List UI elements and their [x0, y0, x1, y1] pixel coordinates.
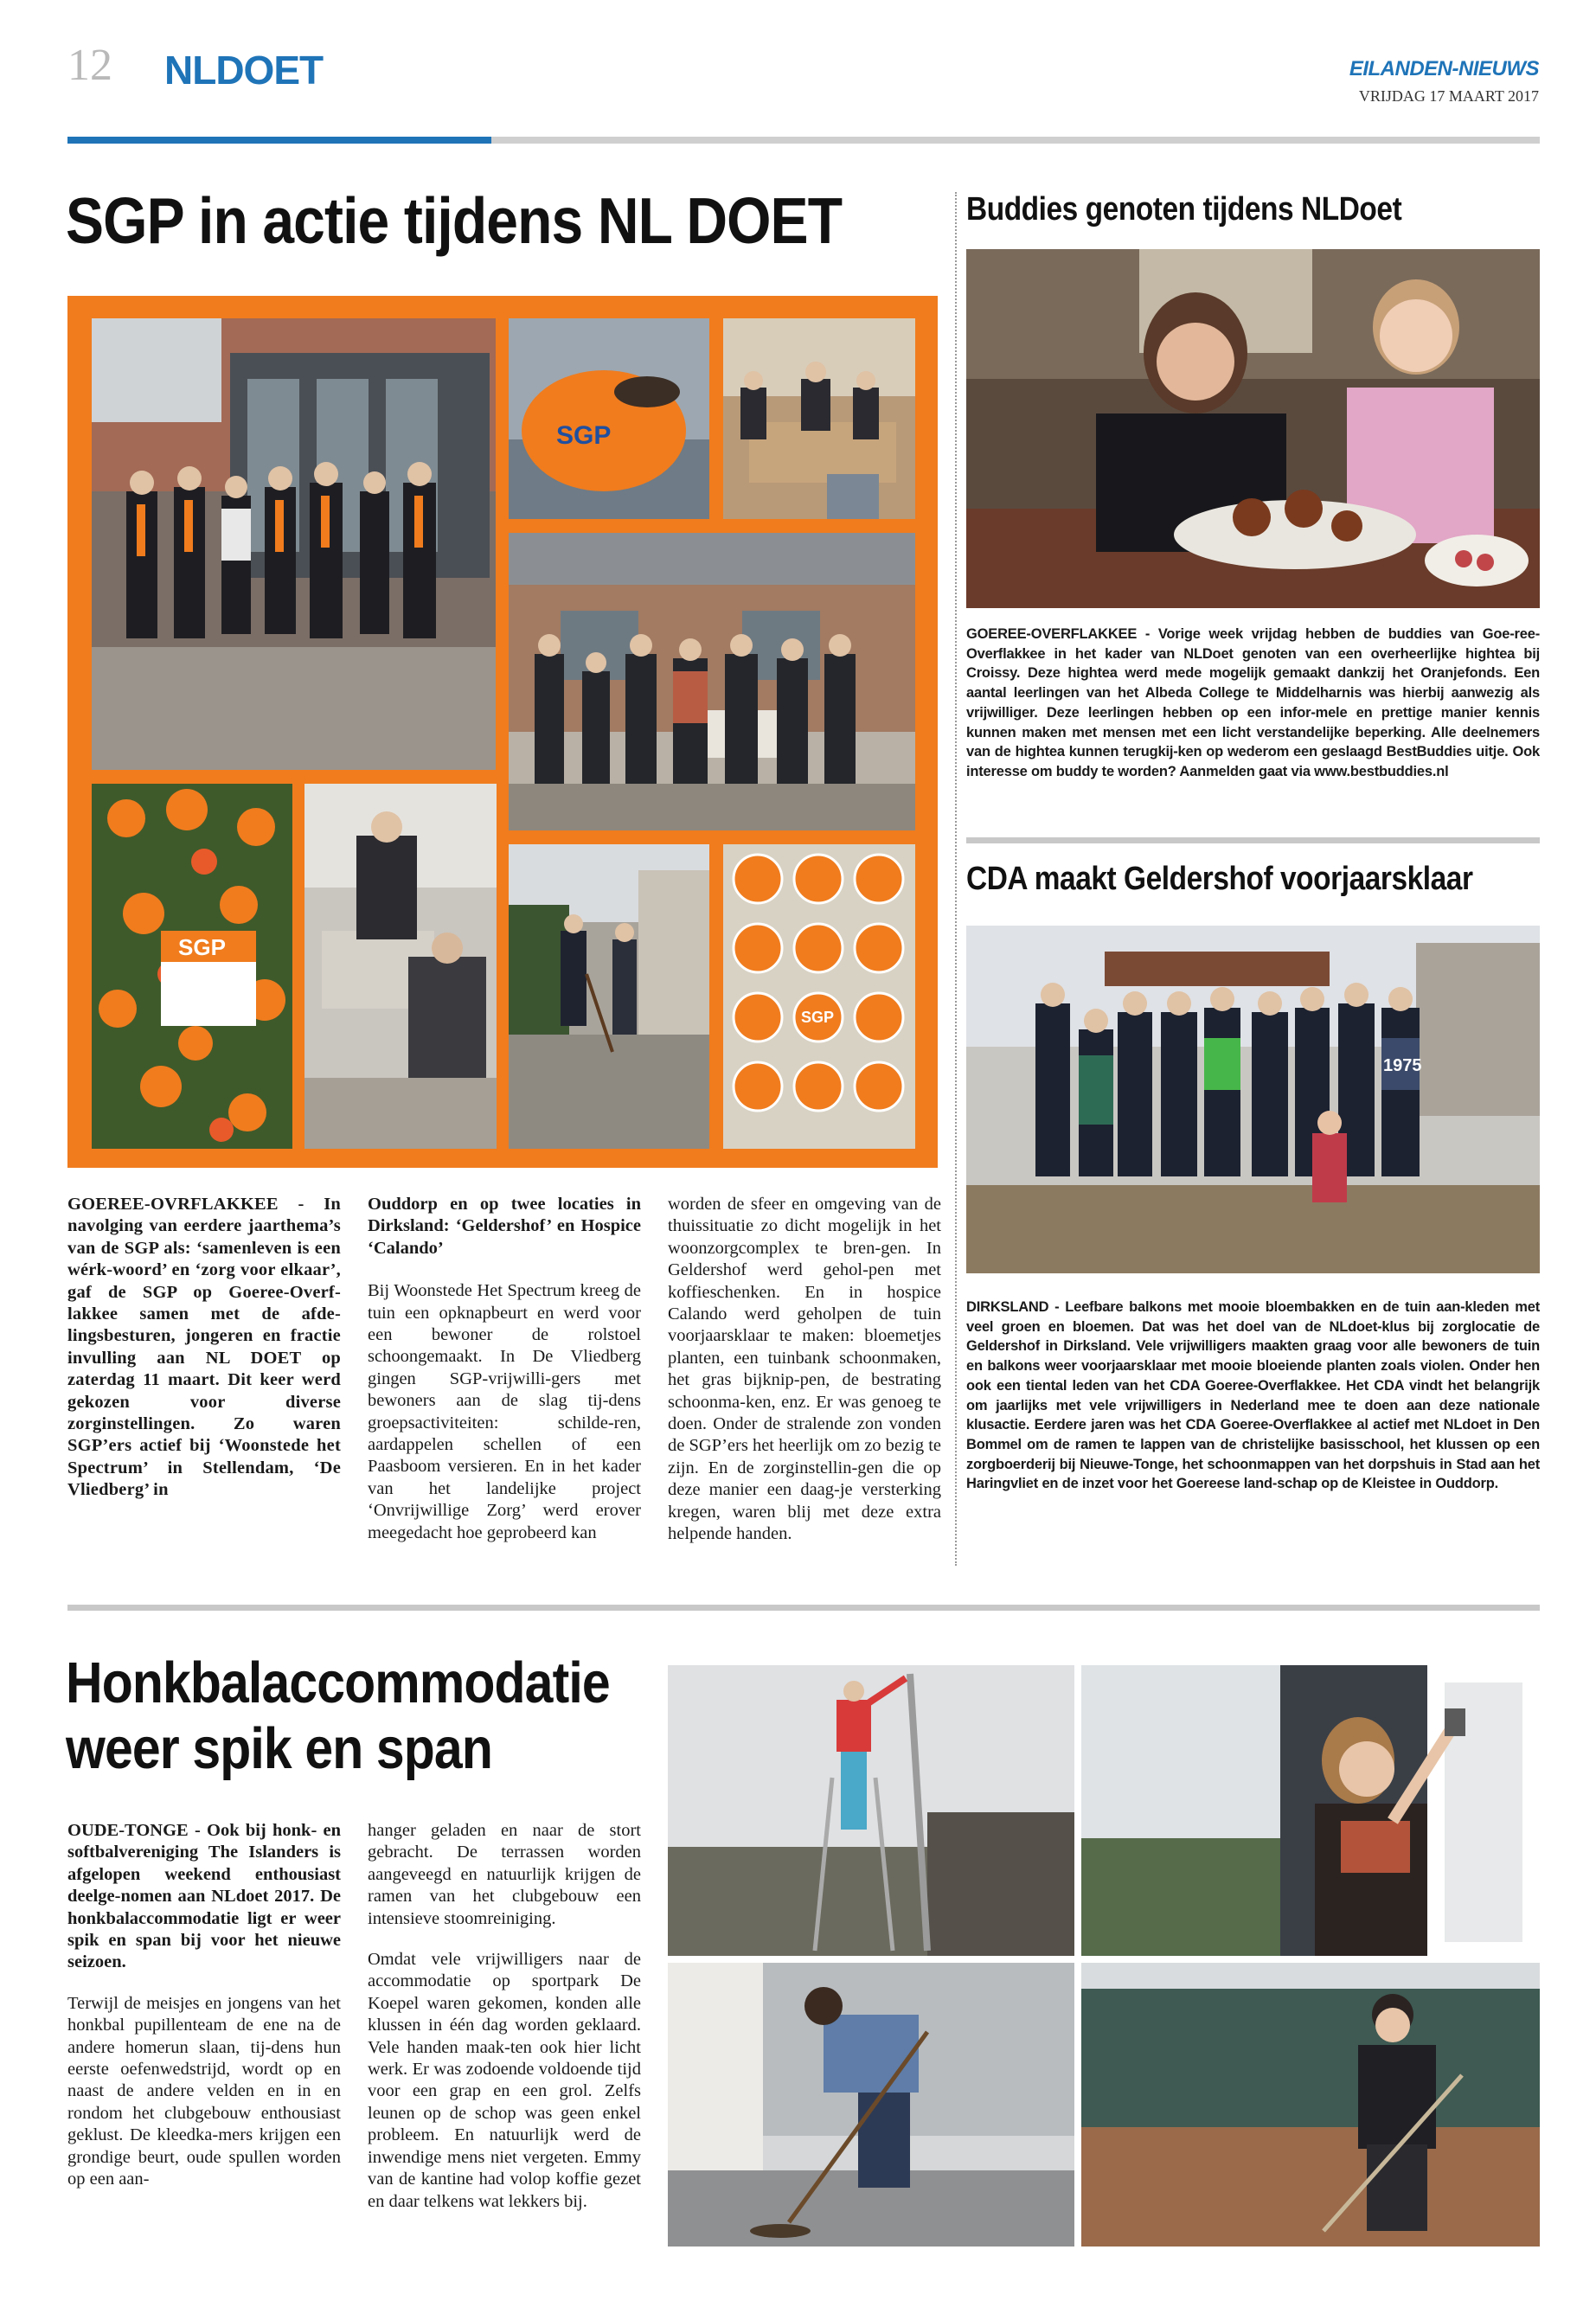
main-article-col2-lead: Ouddorp en op twee locaties in Dirksland: ‘Geldershof’ en Hospice ‘Calando’ [368, 1195, 641, 1258]
honkbal-headline-line1: Honkbalaccommodatie [66, 1650, 610, 1715]
photo-orange-clog [509, 318, 709, 519]
buddies-body: GOEREE-OVERFLAKKEE - Vorige week vrijdag hebben de buddies van Goe-ree-Overflakkee in het kader van NLDoet genoten van een overheerlijke hightea bij Croissy. Deze hightea werd mede mogelijk gemaakt dankzij het Oranjefonds. Een aantal leerlingen van het Albeda College te Middelharnis was hierbij aanwezig als vrijwilliger. Deze leerlingen hebben op een infor-mele en prettige manier kennis kunnen maken met mensen met een licht verstandelijke beperking. Alle deelnemers van de hightea kunnen terugkij-ken op wederom een geslaagd BestBuddies uitje. Ook interesse om buddy te worden? Aanmelden gaat via www.bestbuddies.nl [966, 626, 1540, 779]
main-article-lead: GOEREE-OVRFLAKKEE - In navolging van eerdere jaarthema’s van de SGP als: ‘samenleven is een wérk-woord’ en ‘zorg voor elkaar’, gaf de SGP op Goeree-Overf-lakkee samen met de afde-lingsbesturen, jongeren en fractie invulling aan NL DOET op zaterdag 11 maart. Dit keer werd gekozen voor diverse zorginstellingen. Zo waren SGP’ers actief bij ‘Woonstede het Spectrum’ in Stellendam, ‘De Vliedberg’ in [67, 1195, 341, 1500]
photo-group-house [509, 533, 915, 830]
photo-window-cleaning [1081, 1665, 1540, 1956]
bottom-section-divider [67, 1605, 1540, 1611]
newspaper-name: EILANDEN-NIEUWS [1349, 57, 1539, 80]
buddies-headline: Buddies genoten tijdens NLDoet [966, 191, 1402, 228]
photo-woman-sweeping [1081, 1963, 1540, 2247]
cda-headline: CDA maakt Geldershof voorjaarsklaar [966, 861, 1473, 897]
issue-date: VRIJDAG 17 MAART 2017 [1358, 87, 1539, 105]
photo-buddies-hightea [966, 249, 1540, 608]
photo-indoor-activity [304, 784, 497, 1149]
main-headline: SGP in actie tijdens NL DOET [66, 184, 843, 257]
photo-cda-group [966, 926, 1540, 1273]
photo-sgp-cupcakes [723, 844, 915, 1149]
honkbal-headline [66, 1650, 610, 1783]
cda-shirt-label: 1975 [1383, 1056, 1422, 1075]
photo-sweeping-garden [509, 844, 709, 1149]
cupcake-label: SGP [801, 1009, 835, 1026]
main-article-col1 [67, 1194, 341, 1502]
honkbal-col1 [67, 1820, 341, 2191]
honkbal-headline-line2: weer spik en span [66, 1716, 492, 1782]
photo-flowers [92, 784, 292, 1149]
column-divider [955, 192, 957, 1566]
honkbal-col2 [368, 1820, 641, 2213]
photo-ladder-cleaning [668, 1665, 1074, 1956]
header-rule-blue [67, 137, 491, 144]
main-article-col2-body: Bij Woonstede Het Spectrum kreeg de tuin een opknapbeurt en werd voor een bewoner de rolstoel schoongemaakt. In De Vliedberg gingen SGP-vrijwilli-gers met bewoners aan de slag tij-dens groepsactiviteiten: schilde-ren, aardappelen schellen of een Paasboom versieren. En in het kader van het landelijke project ‘Onvrijwillige Zorg’ werd erover meegedacht hoe geprobeerd kan [368, 1281, 641, 1542]
cda-body: DIRKSLAND - Leefbare balkons met mooie bloembakken en de tuin aan-kleden met veel groen en bloemen. Dat was het doel van de NLdoet-klus bij zorglocatie de Geldershof in Dirksland. Vele vrijwilligers maakten graag voor alle bewoners de tuin en balkons weer voorjaarsklaar met mooie bloeiende planten zoals violen. Onder hen ook een tiental leden van het CDA Goeree-Overflakkee. Het CDA vindt het belangrijk om jaarlijks met vele vrijwilligers in Nederland mee te doen aan deze nationale klusactie. Eerdere jaren was het CDA Goeree-Overflakkee al actief met NLdoet in Den Bommel om de ramen te lappen van de christelijke basisschool, het klussen op een zorgboerderij bij Nieuwe-Tonge, het schoonmappen van het dorpshuis in Stad aan het Haringvliet en de inzet voor het Goereese land-schap op de Kleistee in Ouddorp. [966, 1299, 1540, 1492]
buddies-cda-divider [966, 837, 1540, 843]
honkbal-col2-para1: hanger geladen en naar de stort gebracht. De terrassen worden aangeveegd en natuurlijk krijgen de ramen van het clubgebouw een intensieve stoomreiniging. [368, 1821, 641, 1928]
photo-group-building [92, 318, 496, 770]
photo-man-sweeping [668, 1963, 1074, 2247]
flower-sign-label: SGP [178, 934, 226, 960]
honkbal-photo-collage [668, 1665, 1540, 2247]
photo-meeting-table [723, 318, 915, 519]
section-title: NLDOET [164, 48, 324, 93]
page-number: 12 [67, 41, 112, 90]
sgp-photo-collage [67, 296, 938, 1168]
main-article-col2 [368, 1194, 641, 1544]
main-article-col3: worden de sfeer en omgeving van de thuissituatie zo dicht mogelijk in het woonzorgcomplex te bren-gen. In Geldershof werd gehol-pen met koffieschenken. En in hospice Calando werd geholpen de tuin voorjaarsklaar te maken: bloemetjes planten, een tuinbank schoonmaken, het gras bijknip-pen, de bestrating schoonma-ken, enz. Er was genoeg te doen. Onder de stralende zon vonden de SGP’ers het heerlijk om zo bezig te zijn. En de zorginstellin-gen die op deze manier een daag-je versterking kregen, waren blij met deze extra helpende handen. [668, 1195, 941, 1544]
honkbal-lead: OUDE-TONGE - Ook bij honk- en softbalvereniging The Islanders is afgelopen weekend enthousiast deelge-nomen aan NLdoet 2017. De honkbalaccommodatie ligt er weer spik en span bij voor het nieuwe seizoen. [67, 1821, 341, 1972]
clog-label: SGP [556, 421, 612, 450]
honkbal-col1-body: Terwijl de meisjes en jongens van het honkbal pupillenteam de ene na de andere homerun slaan, tij-dens hun eerste oefenwedstrijd, wordt op en naast de andere velden en in en rondom het clubgebouw enthousiast geklust. De kleedka-mers krijgen een grondige beurt, oude spullen worden op een aan- [67, 1993, 341, 2189]
honkbal-col2-para2: Omdat vele vrijwilligers naar de accommodatie op sportpark De Koepel waren gekomen, konden alle klussen in één dag worden geklaard. Vele handen maak-ten ook hier licht werk. Er was zodoende voldoende tijd voor een grap en een grol. Zelfs leunen op de schop was geen enkel probleem. En natuurlijk werd de inwendige mens niet vergeten. Emmy van de kantine had volop koffie gezet en daar telkens wat lekkers bij. [368, 1950, 641, 2211]
